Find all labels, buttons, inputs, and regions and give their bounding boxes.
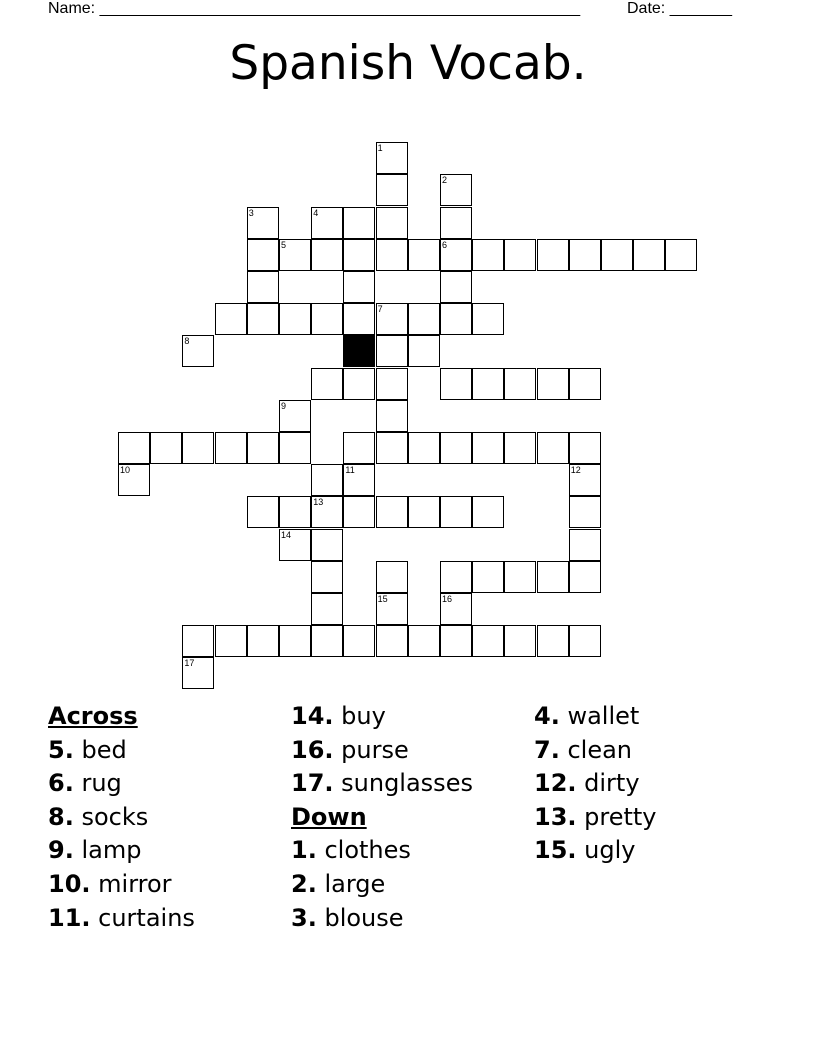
clue-item xyxy=(534,734,657,768)
grid-cell[interactable] xyxy=(472,239,504,271)
clue-item-number: 3. xyxy=(291,903,317,932)
clue-item-number: 1. xyxy=(291,836,317,865)
grid-cell[interactable] xyxy=(472,625,504,657)
grid-cell[interactable] xyxy=(311,496,343,528)
clue-item-number: 15. xyxy=(534,836,577,865)
clue-item-text: clean xyxy=(559,735,633,764)
clue-item-number: 10. xyxy=(48,869,91,898)
clue-item-text: clothes xyxy=(316,836,411,865)
grid-cell[interactable] xyxy=(247,432,279,464)
grid-cell[interactable] xyxy=(311,464,343,496)
clue-number: 12 xyxy=(570,465,581,476)
clue-column-2 xyxy=(291,700,473,935)
grid-cell[interactable] xyxy=(537,625,569,657)
grid-cell[interactable] xyxy=(279,496,311,528)
clue-column-3 xyxy=(534,700,657,868)
grid-cell[interactable] xyxy=(279,625,311,657)
grid-cell[interactable] xyxy=(633,239,665,271)
clue-item xyxy=(534,801,657,835)
clue-item-text: dirty xyxy=(576,769,640,798)
clue-item xyxy=(291,902,473,936)
grid-cell[interactable] xyxy=(311,561,343,593)
grid-cell[interactable] xyxy=(472,432,504,464)
clue-item-number: 11. xyxy=(48,903,91,932)
grid-cell[interactable] xyxy=(440,271,472,303)
grid-cell[interactable] xyxy=(537,368,569,400)
clue-item-number: 13. xyxy=(534,802,577,831)
grid-cell[interactable] xyxy=(376,174,408,206)
grid-cell[interactable] xyxy=(504,368,536,400)
clue-heading xyxy=(291,801,473,835)
grid-cell[interactable] xyxy=(150,432,182,464)
clue-number: 7 xyxy=(377,304,383,315)
grid-cell[interactable] xyxy=(182,657,214,689)
grid-cell[interactable] xyxy=(279,239,311,271)
page-title: Spanish Vocab. xyxy=(229,36,587,91)
clue-item-text: pretty xyxy=(576,802,657,831)
grid-cell[interactable] xyxy=(376,400,408,432)
clue-item-number: 5. xyxy=(48,735,74,764)
grid-cell[interactable] xyxy=(376,239,408,271)
grid-cell[interactable] xyxy=(376,368,408,400)
grid-cell[interactable] xyxy=(215,432,247,464)
grid-cell[interactable] xyxy=(215,625,247,657)
clue-number: 8 xyxy=(184,336,190,347)
grid-cell[interactable] xyxy=(472,496,504,528)
grid-cell[interactable] xyxy=(408,239,440,271)
date-line: Date: _______ xyxy=(627,0,732,17)
grid-cell[interactable] xyxy=(247,496,279,528)
clue-heading xyxy=(48,700,195,734)
clue-number: 6 xyxy=(442,239,448,250)
clue-number: 9 xyxy=(281,400,287,411)
clue-item xyxy=(534,700,657,734)
clue-item-text: sunglasses xyxy=(333,769,473,798)
clue-item xyxy=(48,767,195,801)
clue-item xyxy=(48,902,195,936)
clue-item-text: bed xyxy=(73,735,127,764)
clue-item xyxy=(291,734,473,768)
grid-cell[interactable] xyxy=(215,303,247,335)
grid-cell[interactable] xyxy=(569,432,601,464)
grid-cell[interactable] xyxy=(182,625,214,657)
grid-cell[interactable] xyxy=(118,464,150,496)
grid-cell[interactable] xyxy=(343,207,375,239)
grid-cell[interactable] xyxy=(311,207,343,239)
grid-cell[interactable] xyxy=(376,593,408,625)
clue-item-text: blouse xyxy=(316,903,404,932)
grid-cell[interactable] xyxy=(279,400,311,432)
grid-cell[interactable] xyxy=(376,207,408,239)
grid-cell[interactable] xyxy=(569,625,601,657)
clue-number: 11 xyxy=(345,465,355,476)
grid-cell[interactable] xyxy=(376,561,408,593)
clue-item xyxy=(291,834,473,868)
clue-item-text: curtains xyxy=(90,903,195,932)
grid-cell[interactable] xyxy=(440,207,472,239)
grid-cell[interactable] xyxy=(279,432,311,464)
clue-item xyxy=(48,734,195,768)
clue-item-number: 12. xyxy=(534,769,577,798)
grid-cell[interactable] xyxy=(343,625,375,657)
clue-number: 17 xyxy=(184,658,195,669)
grid-cell[interactable] xyxy=(279,303,311,335)
clue-item-number: 14. xyxy=(291,702,334,730)
grid-cell[interactable] xyxy=(343,271,375,303)
grid-cell[interactable] xyxy=(376,625,408,657)
grid-cell[interactable] xyxy=(311,529,343,561)
grid-cell[interactable] xyxy=(279,529,311,561)
clue-item-text: purse xyxy=(333,735,409,764)
grid-cell[interactable] xyxy=(440,593,472,625)
clue-item xyxy=(48,868,195,902)
clue-item-text: ugly xyxy=(576,836,636,865)
grid-cell[interactable] xyxy=(440,303,472,335)
clue-item-text: socks xyxy=(73,802,149,831)
grid-cell[interactable] xyxy=(569,496,601,528)
grid-cell[interactable] xyxy=(408,625,440,657)
grid-cell[interactable] xyxy=(311,368,343,400)
clue-item-text: wallet xyxy=(559,702,640,730)
clue-item-text: lamp xyxy=(73,836,142,865)
clue-item-number: 8. xyxy=(48,802,74,831)
clue-item-number: 7. xyxy=(534,735,560,764)
grid-cell[interactable] xyxy=(311,239,343,271)
clue-item-text: buy xyxy=(333,702,386,730)
grid-cell[interactable] xyxy=(504,432,536,464)
grid-cell[interactable] xyxy=(408,303,440,335)
clue-item-number: 16. xyxy=(291,735,334,764)
clue-heading-text: Down xyxy=(291,802,367,831)
clue-item-number: 17. xyxy=(291,769,334,798)
clue-number: 5 xyxy=(281,239,287,250)
clue-item-text: rug xyxy=(73,769,122,798)
grid-cell[interactable] xyxy=(247,303,279,335)
clue-number: 3 xyxy=(248,207,254,218)
grid-cell[interactable] xyxy=(504,625,536,657)
clue-item xyxy=(291,868,473,902)
grid-cell[interactable] xyxy=(311,593,343,625)
grid-cell[interactable] xyxy=(440,561,472,593)
grid-cell[interactable] xyxy=(247,239,279,271)
clue-number: 1 xyxy=(377,143,383,154)
grid-cell[interactable] xyxy=(569,529,601,561)
grid-cell[interactable] xyxy=(311,625,343,657)
grid-cell[interactable] xyxy=(311,303,343,335)
clue-number: 4 xyxy=(313,207,319,218)
grid-cell[interactable] xyxy=(569,561,601,593)
grid-cell[interactable] xyxy=(343,432,375,464)
grid-cell[interactable] xyxy=(376,142,408,174)
grid-cell[interactable] xyxy=(537,432,569,464)
clue-number: 16 xyxy=(442,594,453,604)
clue-item-number: 9. xyxy=(48,836,74,865)
grid-cell[interactable] xyxy=(376,303,408,335)
grid-cell[interactable] xyxy=(408,335,440,367)
grid-cell[interactable] xyxy=(440,625,472,657)
clue-heading-text: Across xyxy=(48,702,138,730)
clue-item-text: mirror xyxy=(90,869,172,898)
clue-number: 14 xyxy=(281,529,292,540)
clue-item-number: 2. xyxy=(291,869,317,898)
grid-cell[interactable] xyxy=(376,335,408,367)
grid-cell[interactable] xyxy=(665,239,697,271)
grid-cell[interactable] xyxy=(247,207,279,239)
clue-item xyxy=(534,834,657,868)
grid-cell[interactable] xyxy=(247,271,279,303)
grid-cell[interactable] xyxy=(343,368,375,400)
grid-cell[interactable] xyxy=(601,239,633,271)
clue-item-number: 4. xyxy=(534,702,560,730)
clue-item xyxy=(291,767,473,801)
grid-cell[interactable] xyxy=(247,625,279,657)
clue-item xyxy=(48,834,195,868)
clue-item xyxy=(291,700,473,734)
grid-cell[interactable] xyxy=(440,432,472,464)
grid-cell[interactable] xyxy=(440,496,472,528)
clue-item-text: large xyxy=(316,869,386,898)
grid-cell[interactable] xyxy=(472,368,504,400)
grid-cell[interactable] xyxy=(472,561,504,593)
clue-item xyxy=(48,801,195,835)
grid-cell[interactable] xyxy=(343,464,375,496)
grid-cell[interactable] xyxy=(504,239,536,271)
grid-cell[interactable] xyxy=(376,432,408,464)
grid-cell[interactable] xyxy=(182,432,214,464)
name-line: Name: ______________________________________________________ xyxy=(48,0,581,17)
grid-cell[interactable] xyxy=(118,432,150,464)
grid-cell[interactable] xyxy=(537,561,569,593)
grid-cell[interactable] xyxy=(343,303,375,335)
clue-item-number: 6. xyxy=(48,769,74,798)
grid-cell[interactable] xyxy=(343,496,375,528)
clue-number: 13 xyxy=(313,497,324,508)
grid-cell[interactable] xyxy=(408,432,440,464)
clue-column-1 xyxy=(48,700,195,935)
clue-item xyxy=(534,767,657,801)
grid-cell[interactable] xyxy=(569,239,601,271)
clue-number: 10 xyxy=(120,465,131,476)
black-square xyxy=(343,335,375,367)
grid-cell[interactable] xyxy=(569,464,601,496)
grid-cell[interactable] xyxy=(537,239,569,271)
grid-cell[interactable] xyxy=(408,496,440,528)
clue-number: 2 xyxy=(442,175,448,186)
grid-cell[interactable] xyxy=(504,561,536,593)
grid-cell[interactable] xyxy=(376,496,408,528)
grid-cell[interactable] xyxy=(440,174,472,206)
grid-cell[interactable] xyxy=(182,335,214,367)
grid-cell[interactable] xyxy=(472,303,504,335)
grid-cell[interactable] xyxy=(569,368,601,400)
grid-cell[interactable] xyxy=(440,239,472,271)
grid-cell[interactable] xyxy=(440,368,472,400)
grid-cell[interactable] xyxy=(343,239,375,271)
clue-number: 15 xyxy=(377,594,388,604)
